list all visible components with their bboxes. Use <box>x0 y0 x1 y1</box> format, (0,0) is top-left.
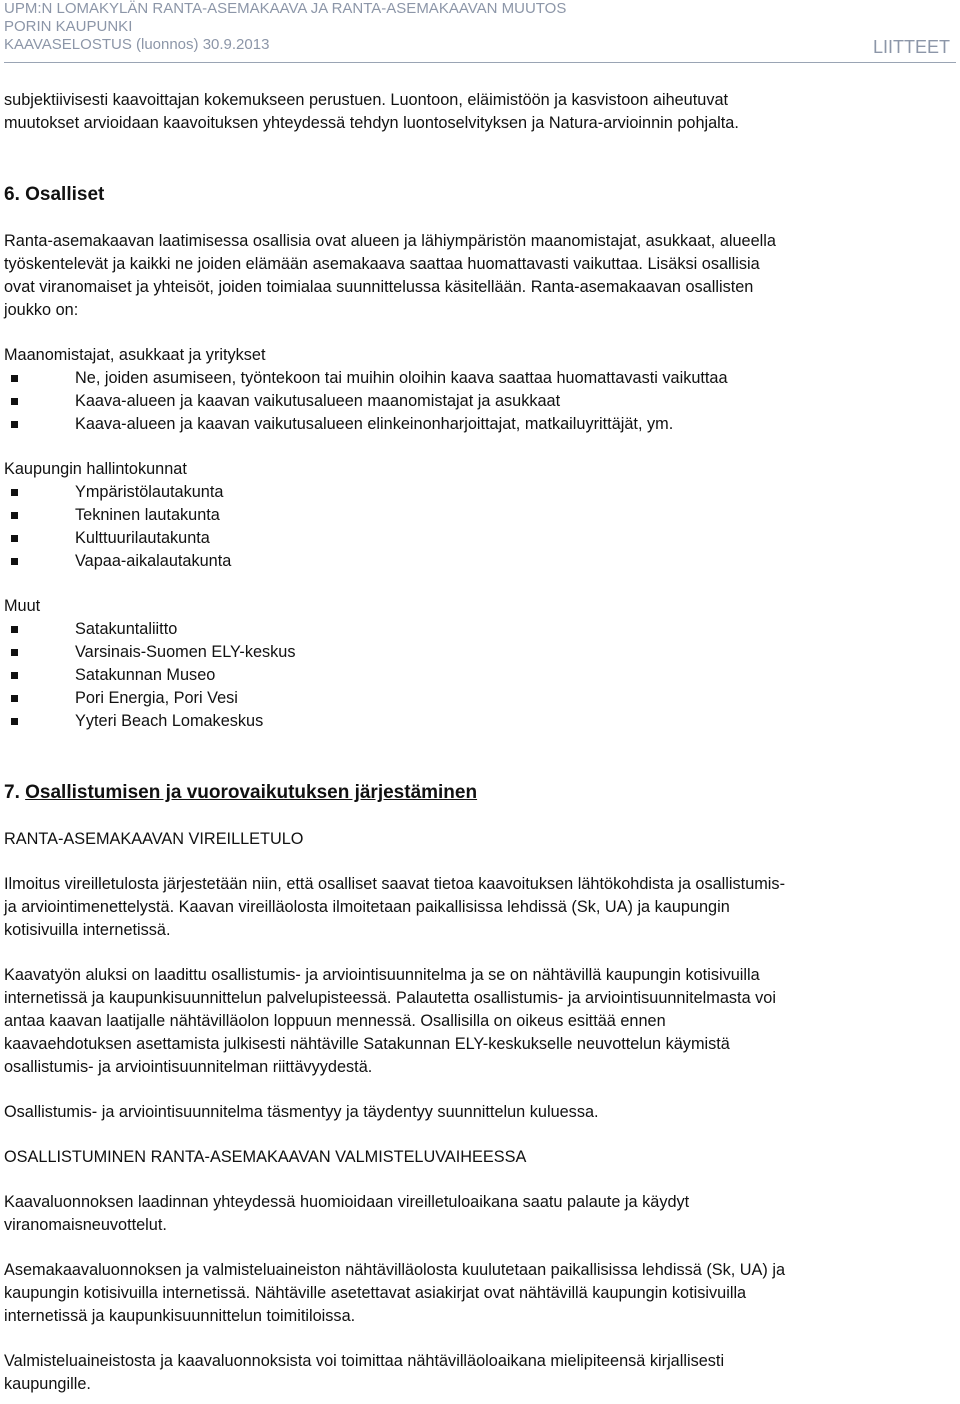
list-item: Satakuntaliitto <box>4 618 956 641</box>
text-line: ovat viranomaiset ja yhteisöt, joiden toimialaa suunnittelussa käsitellään. Ranta-asemakaavan osallisten <box>4 278 754 296</box>
paragraph-draft-feedback <box>4 1191 956 1237</box>
header-appendix-label: LIITTEET <box>872 37 950 57</box>
subheading-preparation-phase: OSALLISTUMINEN RANTA-ASEMAKAAVAN VALMISTELUVAIHEESSA <box>4 1148 527 1166</box>
text-line: Osallistumis- ja arviointisuunnitelma täsmentyy ja täydentyy suunnittelun kuluessa. <box>4 1103 599 1121</box>
text-line: kotisivuilla internetissä. <box>4 921 171 939</box>
header-document-title: KAAVASELOSTUS (luonnos) 30.9.2013 <box>4 36 270 53</box>
paragraph-plan-refinement <box>4 1101 956 1124</box>
text-line: Valmisteluaineistosta ja kaavaluonnoksista voi toimittaa nähtävilläoloaikana mielipiteensä kirjallisesti <box>4 1352 725 1370</box>
text-line: internetissä ja kaupunkisuunnittelun palvelupisteessä. Palautetta osallistumis- ja arviointisuunnitelmasta voi <box>4 989 776 1007</box>
section-title: Osalliset <box>25 184 105 205</box>
intro-paragraph <box>4 89 956 135</box>
section-6-paragraph <box>4 230 956 322</box>
text-line: Ranta-asemakaavan laatimisessa osallisia ovat alueen ja lähiympäristön maanomistajat, asukkaat, alueella <box>4 232 776 250</box>
section-number: 7. <box>4 782 20 803</box>
paragraph-opinions <box>4 1350 956 1396</box>
text-line: antaa kaavan laatijalle nähtävilläolon loppuun mennessä. Osallisilla on oikeus esittää ennen <box>4 1012 666 1030</box>
group-list-others <box>4 618 956 733</box>
section-6-heading <box>4 182 956 208</box>
list-item: Satakunnan Museo <box>4 664 956 687</box>
text-line: työskentelevät ja kaikki ne joiden elämään asemakaava saattaa huomattavasti vaikuttaa. Lisäksi osallisia <box>4 255 760 273</box>
list-item: Varsinais-Suomen ELY-keskus <box>4 641 956 664</box>
document-body <box>4 89 956 1396</box>
group-list-landowners <box>4 367 956 436</box>
paragraph-announcement <box>4 1259 956 1328</box>
list-item: Tekninen lautakunta <box>4 504 956 527</box>
page-header <box>4 0 956 63</box>
group-title-city-boards: Kaupungin hallintokunnat <box>4 460 187 478</box>
text-line: Ilmoitus vireilletulosta järjestetään niin, että osalliset saavat tietoa kaavoituksen lähtökohdista ja osallistumis- <box>4 875 785 893</box>
text-line: Asemakaavaluonnoksen ja valmisteluaineiston nähtävilläolosta kuulutetaan paikallisissa lehdissä (Sk, UA) ja <box>4 1261 786 1279</box>
group-title-others: Muut <box>4 597 41 615</box>
group-title-landowners: Maanomistajat, asukkaat ja yritykset <box>4 346 266 364</box>
text-line: ja arviointimenettelystä. Kaavan vireilläolosta ilmoitetaan paikallisissa lehdissä (Sk, UA) ja kaupungin <box>4 898 730 916</box>
text-line: joukko on: <box>4 301 79 319</box>
text-line: Kaavatyön aluksi on laadittu osallistumis- ja arviointisuunnitelma ja se on nähtävillä kaupungin kotisivuilla <box>4 966 760 984</box>
text-line: Kaavaluonnoksen laadinnan yhteydessä huomioidaan vireilletuloaikana saatu palaute ja käydyt <box>4 1193 690 1211</box>
section-title: Osallistumisen ja vuorovaikutuksen järjestäminen <box>25 782 478 803</box>
subheading-initiation: RANTA-ASEMAKAAVAN VIREILLETULO <box>4 830 304 848</box>
text-line: subjektiivisesti kaavoittajan kokemukseen perustuen. Luontoon, eläimistöön ja kasvistoon aiheutuvat <box>4 91 729 109</box>
list-item: Ne, joiden asumiseen, työntekoon tai muihin oloihin kaava saattaa huomattavasti vaikuttaa <box>4 367 956 390</box>
section-number: 6. <box>4 184 20 205</box>
group-list-city-boards <box>4 481 956 573</box>
text-line: kaupungille. <box>4 1375 91 1393</box>
paragraph-initiation <box>4 873 956 942</box>
text-line: kaavaehdotuksen asettamista julkisesti nähtäville Satakunnan ELY-keskukselle neuvottelun käymistä <box>4 1035 730 1053</box>
header-project-title: UPM:N LOMAKYLÄN RANTA-ASEMAKAAVA JA RANTA-ASEMAKAAVAN MUUTOS <box>4 0 567 17</box>
header-municipality: PORIN KAUPUNKI <box>4 18 133 35</box>
list-item: Yyteri Beach Lomakeskus <box>4 710 956 733</box>
list-item: Kaava-alueen ja kaavan vaikutusalueen elinkeinonharjoittajat, matkailuyrittäjät, ym. <box>4 413 956 436</box>
list-item: Kaava-alueen ja kaavan vaikutusalueen maanomistajat ja asukkaat <box>4 390 956 413</box>
list-item: Ympäristölautakunta <box>4 481 956 504</box>
list-item: Vapaa-aikalautakunta <box>4 550 956 573</box>
text-line: viranomaisneuvottelut. <box>4 1216 167 1234</box>
text-line: muutokset arvioidaan kaavoituksen yhteydessä tehdyn luontoselvityksen ja Natura-arvioinnin pohjalta. <box>4 114 739 132</box>
text-line: internetissä ja kaupunkisuunnittelun toimitiloissa. <box>4 1307 356 1325</box>
text-line: kaupungin kotisivuilla internetissä. Nähtäville asetettavat asiakirjat ovat nähtävillä kaupungin kotisivuilla <box>4 1284 747 1302</box>
text-line: osallistumis- ja arviointisuunnitelman riittävyydestä. <box>4 1058 373 1076</box>
paragraph-participation-plan <box>4 964 956 1079</box>
list-item: Kulttuurilautakunta <box>4 527 956 550</box>
section-7-heading <box>4 780 956 806</box>
list-item: Pori Energia, Pori Vesi <box>4 687 956 710</box>
